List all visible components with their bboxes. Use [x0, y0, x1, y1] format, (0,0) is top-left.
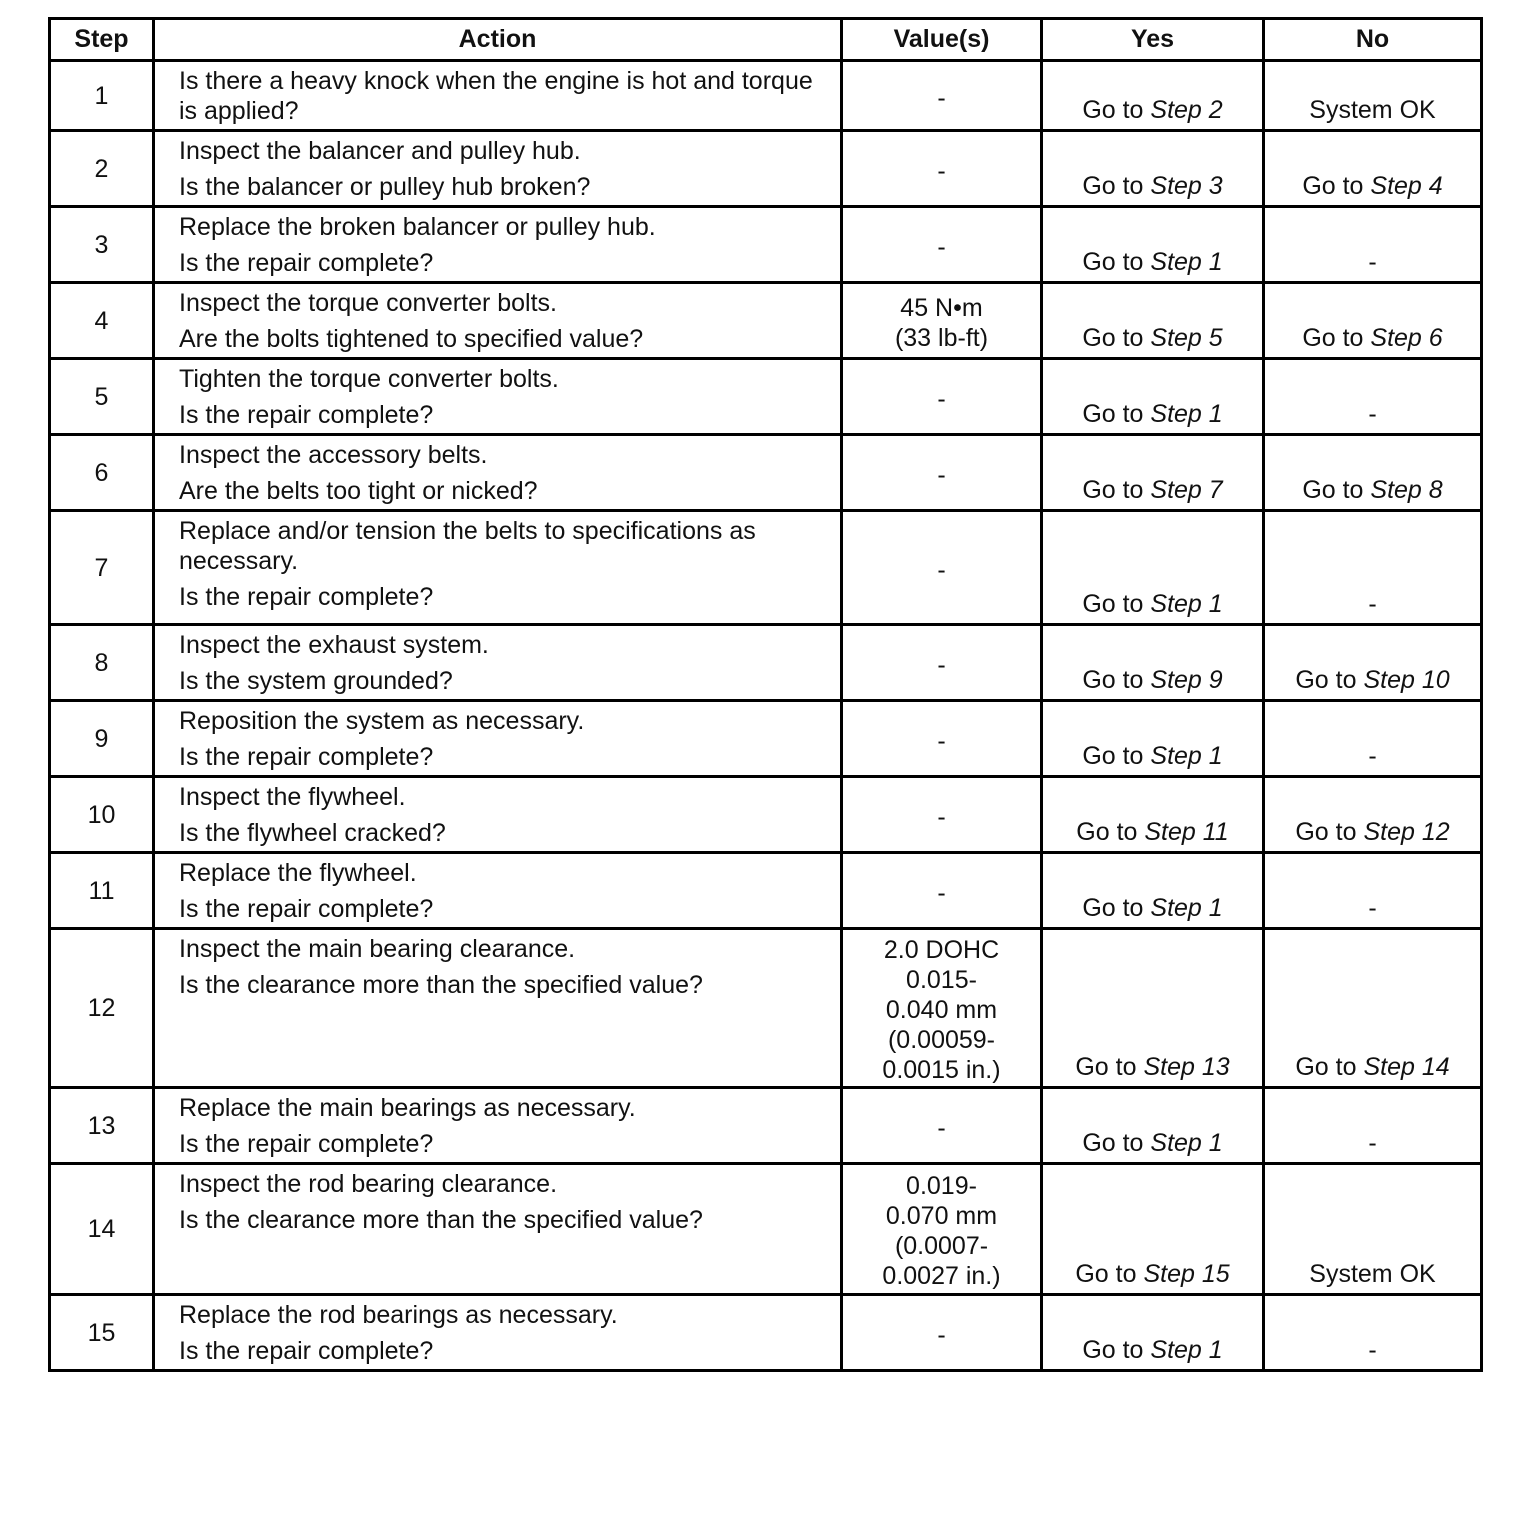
no-outcome-cell	[1264, 777, 1482, 853]
yes-outcome-cell	[1042, 777, 1264, 853]
action-cell	[154, 853, 842, 929]
step-reference-link[interactable]: Step 10	[1363, 666, 1450, 694]
value-cell	[842, 1295, 1042, 1371]
outcome-text: Go to	[1302, 324, 1371, 352]
outcome-text: Go to	[1082, 400, 1151, 428]
action-cell	[154, 625, 842, 701]
no-outcome-cell	[1264, 625, 1482, 701]
value-cell	[842, 625, 1042, 701]
no-outcome-cell	[1264, 853, 1482, 929]
step-reference-link[interactable]: Step 7	[1150, 476, 1223, 504]
step-reference-link[interactable]: Step 6	[1370, 324, 1443, 352]
outcome-text: Go to	[1082, 666, 1151, 694]
action-line: Inspect the accessory belts.	[179, 441, 488, 469]
value-line: -	[937, 156, 946, 185]
action-line: Is the repair complete?	[179, 401, 434, 429]
action-line: Are the bolts tightened to specified value?	[179, 325, 644, 353]
action-cell	[154, 777, 842, 853]
outcome-text: System OK	[1309, 1260, 1436, 1288]
yes-outcome-cell	[1042, 61, 1264, 131]
value-cell	[842, 435, 1042, 511]
outcome-text: -	[1368, 1336, 1377, 1364]
step-number-cell: 13	[50, 1088, 154, 1164]
outcome-text: Go to	[1075, 1260, 1144, 1288]
outcome-text: -	[1368, 248, 1377, 276]
action-line: Is the repair complete?	[179, 1337, 434, 1365]
table-row	[50, 701, 1482, 777]
outcome-text: Go to	[1082, 96, 1151, 124]
yes-outcome-cell	[1042, 131, 1264, 207]
no-outcome-cell	[1264, 1164, 1482, 1295]
value-line: -	[937, 232, 946, 261]
outcome-text: System OK	[1309, 96, 1436, 124]
action-line: Replace the rod bearings as necessary.	[179, 1301, 618, 1329]
action-cell	[154, 207, 842, 283]
outcome-text: Go to	[1082, 742, 1151, 770]
action-line: Is the repair complete?	[179, 895, 434, 923]
no-outcome-cell	[1264, 207, 1482, 283]
value-cell	[842, 511, 1042, 625]
action-line: Replace and/or tension the belts to specifications as necessary.	[179, 517, 756, 575]
step-reference-link[interactable]: Step 1	[1150, 1129, 1223, 1157]
value-line: -	[937, 555, 946, 584]
value-line: -	[937, 650, 946, 679]
outcome-text: Go to	[1082, 1129, 1151, 1157]
table-row	[50, 511, 1482, 625]
step-reference-link[interactable]: Step 9	[1150, 666, 1223, 694]
no-outcome-cell	[1264, 359, 1482, 435]
outcome-text: -	[1368, 590, 1377, 618]
table-body	[50, 61, 1482, 1371]
value-line: -	[937, 1113, 946, 1142]
action-line: Inspect the exhaust system.	[179, 631, 489, 659]
value-line: 0.0015 in.)	[882, 1056, 1001, 1084]
value-cell	[842, 283, 1042, 359]
outcome-text: Go to	[1082, 1336, 1151, 1364]
action-cell	[154, 359, 842, 435]
value-line: -	[937, 726, 946, 755]
action-line: Is the repair complete?	[179, 249, 434, 277]
table-row	[50, 359, 1482, 435]
table-row	[50, 1164, 1482, 1295]
outcome-text: -	[1368, 894, 1377, 922]
step-number-cell: 15	[50, 1295, 154, 1371]
header-row	[50, 19, 1482, 61]
value-line: -	[937, 460, 946, 489]
yes-outcome-cell	[1042, 435, 1264, 511]
outcome-text: Go to	[1295, 818, 1364, 846]
value-line: 0.070 mm	[885, 1202, 998, 1230]
action-cell	[154, 131, 842, 207]
outcome-text: Go to	[1082, 248, 1151, 276]
step-reference-link[interactable]: Step 5	[1150, 324, 1223, 352]
value-line: (33 lb-ft)	[894, 323, 989, 352]
table-row	[50, 929, 1482, 1088]
outcome-text: -	[1368, 742, 1377, 770]
no-outcome-cell	[1264, 1295, 1482, 1371]
value-cell	[842, 207, 1042, 283]
step-reference-link[interactable]: Step 2	[1150, 96, 1223, 124]
outcome-text: -	[1368, 1129, 1377, 1157]
action-cell	[154, 929, 842, 1088]
step-number-cell: 8	[50, 625, 154, 701]
outcome-text: -	[1368, 400, 1377, 428]
step-reference-link[interactable]: Step 1	[1150, 742, 1223, 770]
step-number-cell: 7	[50, 511, 154, 625]
step-number-cell: 12	[50, 929, 154, 1088]
table-row	[50, 283, 1482, 359]
table-row	[50, 853, 1482, 929]
no-outcome-cell	[1264, 1088, 1482, 1164]
step-number-cell: 3	[50, 207, 154, 283]
value-line: (0.0007-	[894, 1232, 989, 1260]
value-line: 45 N•m	[900, 293, 983, 322]
step-number-cell: 14	[50, 1164, 154, 1295]
step-number-cell: 11	[50, 853, 154, 929]
value-line: 0.040 mm	[885, 996, 998, 1024]
outcome-text: Go to	[1075, 1053, 1144, 1081]
value-line: 0.015-	[906, 966, 977, 994]
step-reference-link[interactable]: Step 1	[1150, 400, 1223, 428]
action-line: Is there a heavy knock when the engine is hot and torque is applied?	[179, 67, 813, 125]
step-number-cell: 4	[50, 283, 154, 359]
step-number-cell: 2	[50, 131, 154, 207]
no-outcome-cell	[1264, 61, 1482, 131]
action-line: Inspect the flywheel.	[179, 783, 406, 811]
outcome-text: Go to	[1082, 476, 1151, 504]
action-cell	[154, 1164, 842, 1295]
outcome-text: Go to	[1295, 666, 1364, 694]
action-line: Inspect the balancer and pulley hub.	[179, 137, 581, 165]
no-outcome-cell	[1264, 511, 1482, 625]
step-reference-link[interactable]: Step 12	[1363, 818, 1450, 846]
no-outcome-cell	[1264, 701, 1482, 777]
action-line: Inspect the main bearing clearance.	[179, 935, 576, 963]
yes-outcome-cell	[1042, 511, 1264, 625]
action-line: Reposition the system as necessary.	[179, 707, 585, 735]
action-line: Is the system grounded?	[179, 667, 453, 695]
value-cell	[842, 61, 1042, 131]
value-line: -	[937, 1320, 946, 1349]
table-row	[50, 777, 1482, 853]
column-header-values: Value(s)	[842, 19, 1042, 61]
step-reference-link[interactable]: Step 1	[1150, 590, 1223, 618]
yes-outcome-cell	[1042, 283, 1264, 359]
column-header-action: Action	[154, 19, 842, 61]
action-cell	[154, 1088, 842, 1164]
action-line: Are the belts too tight or nicked?	[179, 477, 538, 505]
step-reference-link[interactable]: Step 3	[1150, 172, 1223, 200]
no-outcome-cell	[1264, 929, 1482, 1088]
step-reference-link[interactable]: Step 11	[1144, 818, 1229, 846]
value-cell	[842, 1088, 1042, 1164]
action-line: Tighten the torque converter bolts.	[179, 365, 559, 393]
value-line: 0.0027 in.)	[882, 1262, 1001, 1290]
no-outcome-cell	[1264, 283, 1482, 359]
step-reference-link[interactable]: Step 13	[1143, 1053, 1230, 1081]
step-reference-link[interactable]: Step 14	[1363, 1053, 1450, 1081]
yes-outcome-cell	[1042, 929, 1264, 1088]
action-line: Replace the broken balancer or pulley hub.	[179, 213, 656, 241]
value-line: 2.0 DOHC	[883, 936, 1000, 964]
action-line: Replace the main bearings as necessary.	[179, 1094, 636, 1122]
action-cell	[154, 511, 842, 625]
step-number-cell: 5	[50, 359, 154, 435]
yes-outcome-cell	[1042, 625, 1264, 701]
no-outcome-cell	[1264, 435, 1482, 511]
value-line: -	[937, 878, 946, 907]
outcome-text: Go to	[1295, 1053, 1364, 1081]
step-reference-link[interactable]: Step 4	[1370, 172, 1443, 200]
value-cell	[842, 701, 1042, 777]
value-cell	[842, 359, 1042, 435]
table-row	[50, 625, 1482, 701]
outcome-text: Go to	[1082, 590, 1151, 618]
table-row	[50, 1088, 1482, 1164]
outcome-text: Go to	[1082, 172, 1151, 200]
yes-outcome-cell	[1042, 359, 1264, 435]
value-line: 0.019-	[906, 1172, 977, 1200]
step-number-cell: 9	[50, 701, 154, 777]
no-outcome-cell	[1264, 131, 1482, 207]
action-line: Is the repair complete?	[179, 583, 434, 611]
value-line: -	[937, 83, 946, 112]
step-reference-link[interactable]: Step 1	[1150, 894, 1223, 922]
action-line: Is the clearance more than the specified value?	[179, 971, 703, 999]
step-number-cell: 1	[50, 61, 154, 131]
yes-outcome-cell	[1042, 701, 1264, 777]
action-line: Is the flywheel cracked?	[179, 819, 446, 847]
value-cell	[842, 1164, 1042, 1295]
table-row	[50, 435, 1482, 511]
table-row	[50, 1295, 1482, 1371]
value-cell	[842, 929, 1042, 1088]
action-cell	[154, 61, 842, 131]
step-reference-link[interactable]: Step 15	[1143, 1260, 1230, 1288]
action-line: Is the repair complete?	[179, 743, 434, 771]
step-number-cell: 6	[50, 435, 154, 511]
table-row	[50, 207, 1482, 283]
action-cell	[154, 701, 842, 777]
outcome-text: Go to	[1302, 172, 1371, 200]
yes-outcome-cell	[1042, 1164, 1264, 1295]
action-line: Is the repair complete?	[179, 1130, 434, 1158]
action-cell	[154, 1295, 842, 1371]
column-header-no: No	[1264, 19, 1482, 61]
table-row	[50, 61, 1482, 131]
value-cell	[842, 131, 1042, 207]
value-cell	[842, 853, 1042, 929]
action-cell	[154, 435, 842, 511]
value-line: -	[937, 384, 946, 413]
step-reference-link[interactable]: Step 8	[1370, 476, 1443, 504]
action-line: Is the clearance more than the specified value?	[179, 1206, 703, 1234]
yes-outcome-cell	[1042, 853, 1264, 929]
column-header-yes: Yes	[1042, 19, 1264, 61]
outcome-text: Go to	[1076, 818, 1145, 846]
yes-outcome-cell	[1042, 1295, 1264, 1371]
table-row	[50, 131, 1482, 207]
yes-outcome-cell	[1042, 207, 1264, 283]
action-cell	[154, 283, 842, 359]
diagnostic-table	[48, 17, 1483, 1372]
outcome-text: Go to	[1082, 324, 1151, 352]
step-reference-link[interactable]: Step 1	[1150, 248, 1223, 276]
action-line: Is the balancer or pulley hub broken?	[179, 173, 591, 201]
value-cell	[842, 777, 1042, 853]
action-line: Inspect the torque converter bolts.	[179, 289, 557, 317]
action-line: Replace the flywheel.	[179, 859, 417, 887]
value-line: -	[937, 802, 946, 831]
action-line: Inspect the rod bearing clearance.	[179, 1170, 558, 1198]
outcome-text: Go to	[1082, 894, 1151, 922]
yes-outcome-cell	[1042, 1088, 1264, 1164]
column-header-step: Step	[50, 19, 154, 61]
value-line: (0.00059-	[887, 1026, 996, 1054]
outcome-text: Go to	[1302, 476, 1371, 504]
step-reference-link[interactable]: Step 1	[1150, 1336, 1223, 1364]
step-number-cell: 10	[50, 777, 154, 853]
